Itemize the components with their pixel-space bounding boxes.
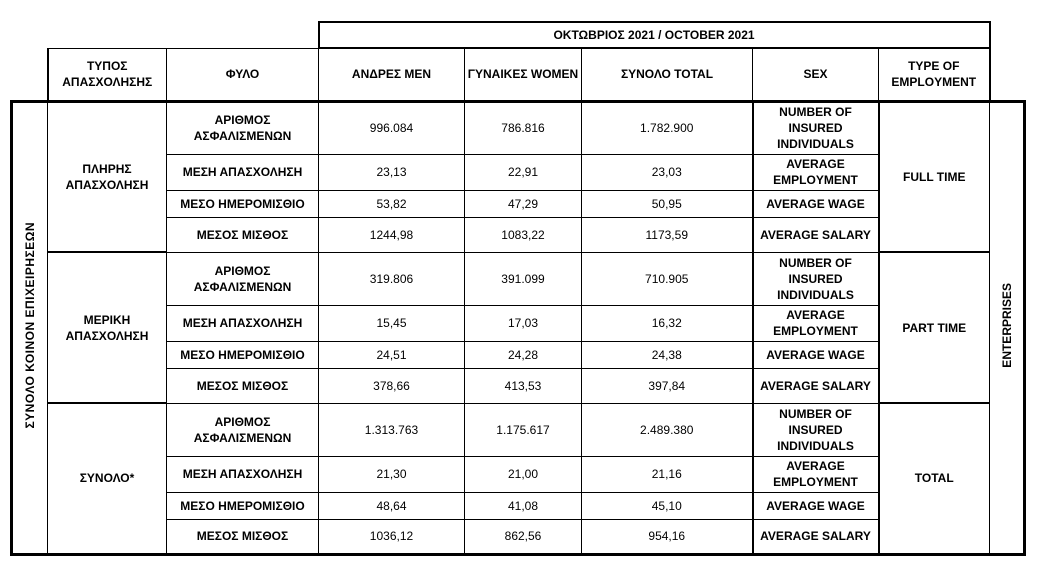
type-of-employment-gr-header: ΤΥΠΟΣ ΑΠΑΣΧΟΛΗΣΗΣ <box>48 48 167 101</box>
men-value: 1.313.763 <box>319 403 465 456</box>
men-value: 1244,98 <box>319 217 465 252</box>
total-value: 954,16 <box>582 519 753 554</box>
women-value: 413,53 <box>465 368 582 403</box>
total-value: 16,32 <box>582 305 753 341</box>
metric-en: AVERAGE SALARY <box>753 217 879 252</box>
employment-type-gr: ΠΛΗΡΗΣ ΑΠΑΣΧΟΛΗΣΗ <box>48 101 167 252</box>
total-value: 24,38 <box>582 341 753 368</box>
employment-type-en: PART TIME <box>879 252 990 403</box>
women-value: 862,56 <box>465 519 582 554</box>
total-value: 50,95 <box>582 190 753 217</box>
table-row <box>12 403 1025 456</box>
women-value: 1083,22 <box>465 217 582 252</box>
sex-gr-header: ΦΥΛΟ <box>167 48 319 101</box>
employment-type-en: FULL TIME <box>879 101 990 252</box>
men-value: 23,13 <box>319 154 465 190</box>
employment-type-gr: ΣΥΝΟΛΟ* <box>48 403 167 554</box>
women-value: 1.175.617 <box>465 403 582 456</box>
men-value: 48,64 <box>319 492 465 519</box>
metric-gr: ΜΕΣΗ ΑΠΑΣΧΟΛΗΣΗ <box>167 305 319 341</box>
metric-gr: ΜΕΣΟΣ ΜΙΣΘΟΣ <box>167 519 319 554</box>
metric-en: AVERAGE EMPLOYMENT <box>753 305 879 341</box>
total-value: 23,03 <box>582 154 753 190</box>
women-value: 47,29 <box>465 190 582 217</box>
table-row <box>12 252 1025 305</box>
metric-en: AVERAGE EMPLOYMENT <box>753 456 879 492</box>
right-vertical-label-text: ENTERPRISES <box>999 283 1014 368</box>
men-value: 15,45 <box>319 305 465 341</box>
metric-gr: ΜΕΣΗ ΑΠΑΣΧΟΛΗΣΗ <box>167 154 319 190</box>
total-value: 710.905 <box>582 252 753 305</box>
total-value: 1173,59 <box>582 217 753 252</box>
men-value: 1036,12 <box>319 519 465 554</box>
sex-en-header: SEX <box>753 48 879 101</box>
women-value: 22,91 <box>465 154 582 190</box>
metric-gr: ΜΕΣΗ ΑΠΑΣΧΟΛΗΣΗ <box>167 456 319 492</box>
metric-en: AVERAGE SALARY <box>753 519 879 554</box>
metric-gr: ΜΕΣΟ ΗΜΕΡΟΜΙΣΘΙΟ <box>167 190 319 217</box>
total-value: 2.489.380 <box>582 403 753 456</box>
metric-en: NUMBER OF INSURED INDIVIDUALS <box>753 252 879 305</box>
metric-en: NUMBER OF INSURED INDIVIDUALS <box>753 101 879 154</box>
men-value: 21,30 <box>319 456 465 492</box>
women-value: 17,03 <box>465 305 582 341</box>
type-of-employment-en-header: TYPE OF EMPLOYMENT <box>879 48 990 101</box>
metric-en: AVERAGE WAGE <box>753 341 879 368</box>
women-value: 24,28 <box>465 341 582 368</box>
metric-en: AVERAGE WAGE <box>753 190 879 217</box>
statistics-table <box>10 21 1026 556</box>
women-value: 391.099 <box>465 252 582 305</box>
metric-gr: ΜΕΣΟΣ ΜΙΣΘΟΣ <box>167 217 319 252</box>
period-header: ΟΚΤΩΒΡΙΟΣ 2021 / OCTOBER 2021 <box>319 22 990 48</box>
men-header: ΑΝΔΡΕΣ MEN <box>319 48 465 101</box>
total-header: ΣΥΝΟΛΟ TOTAL <box>582 48 753 101</box>
metric-gr: ΑΡΙΘΜΟΣ ΑΣΦΑΛΙΣΜΕΝΩΝ <box>167 101 319 154</box>
metric-gr: ΑΡΙΘΜΟΣ ΑΣΦΑΛΙΣΜΕΝΩΝ <box>167 252 319 305</box>
metric-en: AVERAGE EMPLOYMENT <box>753 154 879 190</box>
total-value: 1.782.900 <box>582 101 753 154</box>
total-value: 21,16 <box>582 456 753 492</box>
women-header: ΓΥΝΑΙΚΕΣ WOMEN <box>465 48 582 101</box>
men-value: 319.806 <box>319 252 465 305</box>
men-value: 53,82 <box>319 190 465 217</box>
metric-en: AVERAGE WAGE <box>753 492 879 519</box>
women-value: 41,08 <box>465 492 582 519</box>
table-row <box>12 101 1025 154</box>
metric-en: AVERAGE SALARY <box>753 368 879 403</box>
total-value: 397,84 <box>582 368 753 403</box>
metric-en: NUMBER OF INSURED INDIVIDUALS <box>753 403 879 456</box>
men-value: 24,51 <box>319 341 465 368</box>
left-vertical-label-text: ΣΥΝΟΛΟ ΚΟΙΝΟΝ ΕΠΙΧΕΙΡΗΣΕΩΝ <box>23 222 37 429</box>
total-value: 45,10 <box>582 492 753 519</box>
metric-gr: ΑΡΙΘΜΟΣ ΑΣΦΑΛΙΣΜΕΝΩΝ <box>167 403 319 456</box>
men-value: 378,66 <box>319 368 465 403</box>
right-vertical-label <box>990 101 1025 554</box>
employment-type-en: TOTAL <box>879 403 990 554</box>
women-value: 786.816 <box>465 101 582 154</box>
metric-gr: ΜΕΣΟ ΗΜΕΡΟΜΙΣΘΙΟ <box>167 492 319 519</box>
metric-gr: ΜΕΣΟΣ ΜΙΣΘΟΣ <box>167 368 319 403</box>
men-value: 996.084 <box>319 101 465 154</box>
metric-gr: ΜΕΣΟ ΗΜΕΡΟΜΙΣΘΙΟ <box>167 341 319 368</box>
left-vertical-label <box>12 101 48 554</box>
employment-type-gr: ΜΕΡΙΚΗ ΑΠΑΣΧΟΛΗΣΗ <box>48 252 167 403</box>
women-value: 21,00 <box>465 456 582 492</box>
